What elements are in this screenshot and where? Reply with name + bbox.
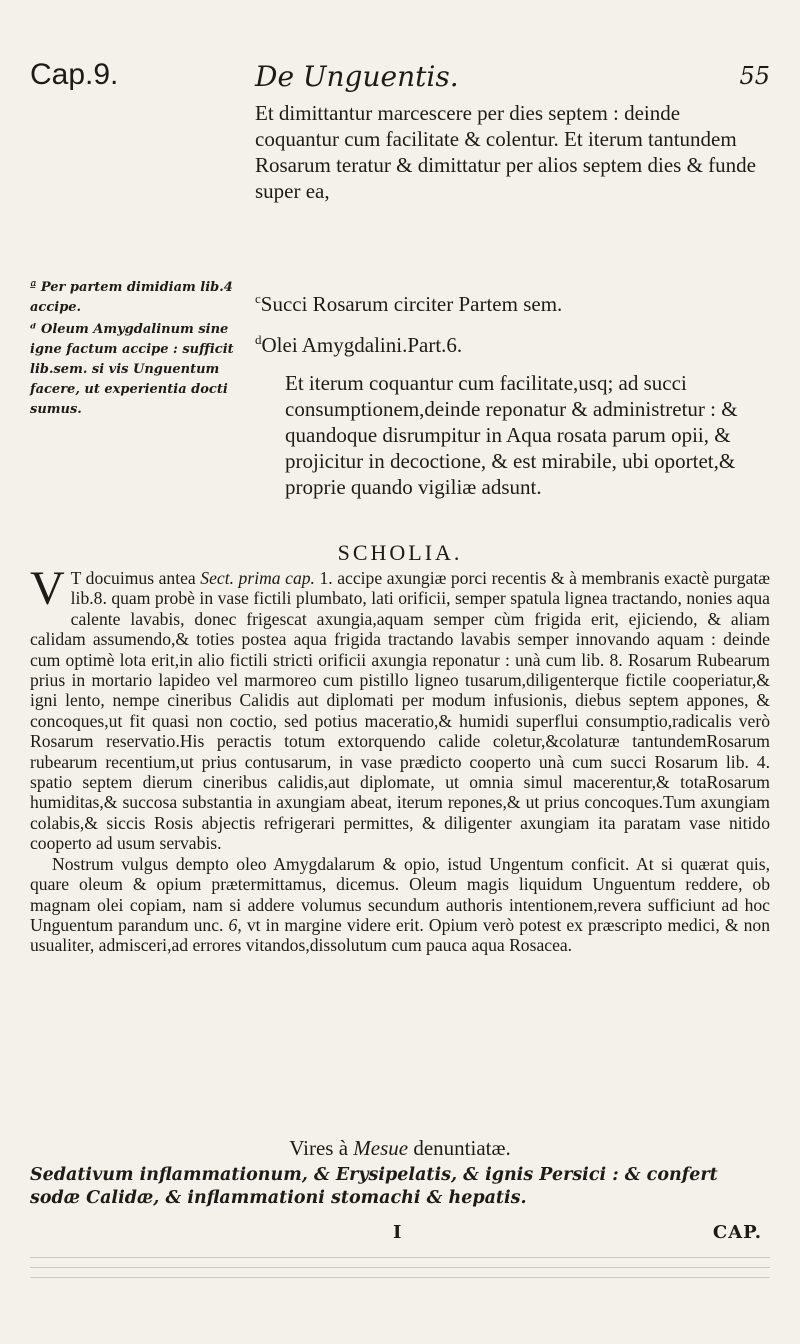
virtues-heading: Vires à Mesue denuntiatæ. — [289, 1136, 511, 1160]
note-marker: c — [255, 291, 261, 306]
note-marker: d — [255, 332, 262, 347]
page-number: 55 — [739, 62, 770, 90]
scholia-body — [30, 562, 771, 956]
virtues-text: Sedativum inflammationum, & Erysipelatis, & ignis Persici : & confert sodæ Calidæ, & inflammationi stomachi & hepatis. — [30, 1165, 718, 1208]
recipe-block — [255, 286, 765, 368]
margin-notes — [30, 278, 240, 422]
running-title: De Unguentis. — [255, 60, 459, 93]
show-through-texture — [30, 1248, 770, 1296]
section-heading: SCHOLIA. — [337, 540, 463, 565]
opening-paragraph: Et dimittantur marcescere per dies septem : deinde coquantur cum facilitate & colentur. Et iterum tantundem Rosarum teratur & dimittatur per alios septem dies & funde super ea, — [255, 101, 756, 203]
scholia-paragraph-1: V T docuimus antea Sect. prima cap. 1. accipe axungiæ porci recentis & à membranis exactè purgatæ lib.8. quam probè in vase fictili plumbato, lati orificii, semper spatula lignea tractando, nonies aqua calente lavabis, donec frigescat axungia,aquam semper cùm frigida erit, ejiciendo, & aliam calidam assumendo,& toties postea aqua frigida tractando lavabis semper innovando aquam : deinde cum optimè lota erit,in alio fictili stricti orificii axungia reponatur : unà cum lib. 8. Rosarum Rubearum prius in mortario lapideo vel marmoreo cum pistillo ligneo tusarum,diligenterque fictile cooperiatur,& igni lento, nempe cineribus Calidis aut diplomati per modum infusionis, diebus septem appones, & concoques,ut fit quasi non coctio, sed potius maceratio,& humidi superflui consumptio,radicalis verò Rosarum reservatio.His peractis totum extorquendo calide coletur,&colaturæ tantundemRosarum rubearum recentium,ut prius contusarum, in vase prædicto cooperto unà cum succi Rosarum lib. 4. spatio septem dierum cineribus calidis,aut diplomate, ut omnia simul macerentur,& totaRosarum humiditas,& succosa substantia in axungiam abeat, iterum repones,& ut prius concoques.Tum axungiam colabis,& siccis Rosis abjectis refrigerari permittes, & diligenter axungiam ita paratam vase nitido cooperto ad usum servabis. — [30, 562, 770, 854]
signature-mark: I — [393, 1222, 402, 1243]
recipe-line-rose-juice: $^c$Succi Rosarum circiter Partem sem. — [255, 291, 563, 316]
margin-note-a: ª Per partem dimidiam lib.4 accipe. — [30, 280, 233, 315]
chapter-label: Cap.9. — [30, 58, 119, 91]
catchword: CAP. — [712, 1222, 762, 1243]
drop-cap: V — [30, 562, 65, 615]
preparation-paragraph: Et iterum coquantur cum facilitate,usq; ad succi consumptionem,deinde reponatur & administretur : & quandoque disrumpitur in Aqua rosata parum opii, & projicitur in decoctione, & est mirabile, ubi oportet,& proprie quando vigiliæ adsunt. — [285, 371, 738, 499]
scholia-paragraph-2: Nostrum vulgus dempto oleo Amygdalarum & opio, istud Ungentum conficit. At si quærat quis, quare oleum & opium prætermittamus, dicemus. Oleum magis liquidum Unguentum reddere, ob magnam olei copiam, nam si addere volumus secundum authoris intentionem,revera sufficiunt ad hoc Unguentum parandum unc. 6, vt in margine videre erit. Opium verò potest ex præscripto medici, & non usualiter, admisceri,ad errores vitandos,dissolutum cum pauca aqua Rosacea. — [30, 853, 771, 956]
margin-note-d: ᵈ Oleum Amygdalinum sine igne factum accipe : sufficit lib.sem. si vis Unguentum facere, ut experientia docti sumus. — [30, 322, 234, 417]
recipe-line-almond-oil: $^d$Olei Amygdalini.Part.6. — [255, 332, 463, 357]
section-reference: Sect. prima cap. — [200, 568, 315, 588]
